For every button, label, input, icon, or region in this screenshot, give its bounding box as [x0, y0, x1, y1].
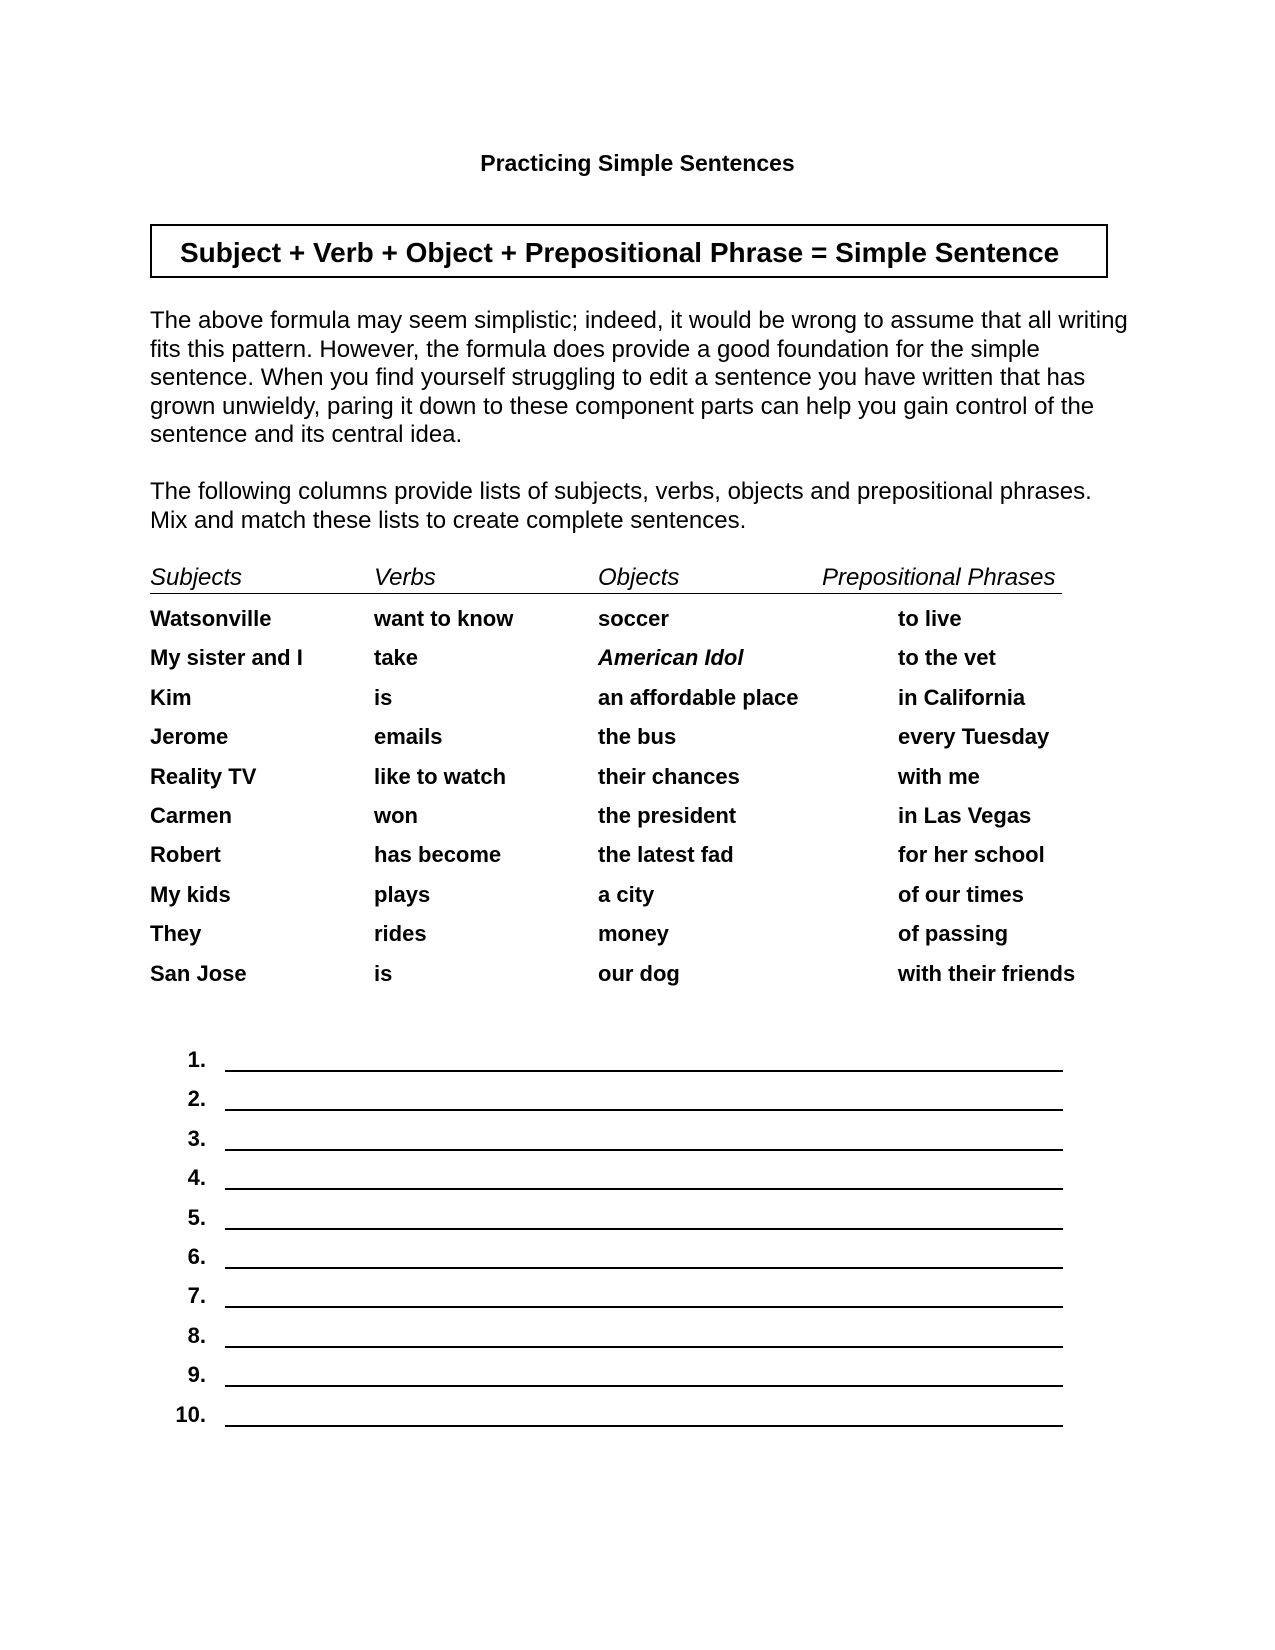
answer-input[interactable] [225, 1070, 1063, 1072]
page-title: Practicing Simple Sentences [480, 150, 795, 176]
object-cell: an affordable place [598, 684, 799, 710]
table-row [0, 920, 1275, 959]
subject-cell: Kim [150, 684, 192, 710]
answer-number: 5. [187, 1204, 206, 1230]
object-cell: soccer [598, 606, 669, 631]
subject-cell: Jerome [150, 724, 229, 750]
phrase-cell: in California [898, 684, 1026, 710]
formula-text: Subject + Verb + Object + Prepositional Phrase = Simple Sentence [180, 237, 1060, 268]
subject-cell: My kids [150, 881, 231, 907]
subject-cell: Reality TV [150, 763, 257, 789]
answer-input[interactable] [225, 1306, 1063, 1308]
answer-line [0, 1361, 1275, 1400]
table-row [0, 723, 1275, 762]
verb-cell: emails [374, 724, 443, 750]
phrase-cell: in Las Vegas [898, 803, 1032, 828]
table-row [0, 881, 1275, 920]
object-cell: money [598, 921, 669, 947]
subject-cell: They [150, 921, 202, 947]
answer-number: 9. [187, 1362, 206, 1388]
header-underline [150, 593, 1062, 594]
object-cell: the bus [598, 724, 677, 750]
verb-cell: won [374, 803, 418, 828]
answer-input[interactable] [225, 1425, 1063, 1427]
answer-input[interactable] [225, 1149, 1063, 1151]
table-row [0, 644, 1275, 683]
answer-input[interactable] [225, 1228, 1063, 1230]
column-header-objects: Objects [598, 564, 680, 591]
verb-cell: is [374, 684, 393, 710]
answer-input[interactable] [225, 1109, 1063, 1111]
answer-line [0, 1243, 1275, 1282]
verb-cell: rides [374, 921, 427, 947]
answer-number: 10. [175, 1401, 206, 1427]
answer-line [0, 1322, 1275, 1361]
subject-cell: My sister and I [150, 645, 303, 671]
subject-cell: Robert [150, 842, 221, 868]
column-header-prepositional-phrases: Prepositional Phrases [822, 564, 1056, 591]
phrase-cell: of passing [898, 921, 1009, 947]
verb-cell: want to know [374, 606, 514, 631]
answer-number: 8. [187, 1322, 206, 1348]
phrase-cell: to the vet [898, 645, 996, 671]
phrase-cell: with their friends [898, 960, 1076, 986]
table-row [0, 763, 1275, 802]
table-row [0, 960, 1275, 999]
answer-number: 2. [187, 1086, 206, 1112]
answer-line [0, 1085, 1275, 1124]
table-row [0, 841, 1275, 880]
phrase-cell: every Tuesday [898, 724, 1050, 750]
object-cell: a city [598, 881, 655, 907]
verb-cell: is [374, 960, 393, 986]
verb-cell: has become [374, 842, 502, 868]
column-header-verbs: Verbs [374, 564, 436, 591]
phrase-cell: of our times [898, 881, 1024, 907]
verb-cell: take [374, 645, 419, 671]
verb-cell: like to watch [374, 763, 507, 789]
answer-input[interactable] [225, 1188, 1063, 1190]
table-row [0, 684, 1275, 723]
subject-cell: Carmen [150, 803, 232, 828]
answer-line [0, 1046, 1275, 1085]
formula-box [150, 224, 1108, 278]
answer-input[interactable] [225, 1346, 1063, 1348]
answer-number: 7. [187, 1283, 206, 1309]
phrase-cell: for her school [898, 842, 1045, 868]
answer-number: 3. [187, 1125, 206, 1151]
object-cell: the president [598, 803, 737, 828]
table-row [0, 802, 1275, 841]
answer-input[interactable] [225, 1385, 1063, 1387]
answer-line [0, 1164, 1275, 1203]
intro-paragraph: The above formula may seem simplistic; indeed, it would be wrong to assume that all writing fits this pattern. However, the formula does provide a good foundation for the simple sentence. When you find yourself struggling to edit a sentence you have written that has grown unwieldy, paring it down to these component parts can help you gain control of the sentence and its central idea. [150, 307, 1128, 449]
object-cell: American Idol [598, 645, 744, 671]
answer-number: 6. [187, 1244, 206, 1269]
answer-number: 4. [187, 1165, 206, 1191]
subject-cell: San Jose [150, 960, 247, 986]
verb-cell: plays [374, 881, 431, 907]
subject-cell: Watsonville [150, 606, 272, 631]
answer-number: 1. [187, 1047, 206, 1072]
phrase-cell: with me [898, 763, 980, 789]
instructions-paragraph: The following columns provide lists of subjects, verbs, objects and prepositional phrases. Mix and match these lists to create complete sentences. [150, 478, 1092, 534]
answer-input[interactable] [225, 1267, 1063, 1269]
column-header-subjects: Subjects [150, 564, 243, 591]
answer-line [0, 1282, 1275, 1321]
object-cell: our dog [598, 960, 680, 986]
object-cell: the latest fad [598, 842, 734, 868]
table-row [0, 605, 1275, 644]
object-cell: their chances [598, 763, 740, 789]
answer-line [0, 1125, 1275, 1164]
phrase-cell: to live [898, 606, 962, 631]
answer-line [0, 1401, 1275, 1440]
answer-line [0, 1204, 1275, 1243]
